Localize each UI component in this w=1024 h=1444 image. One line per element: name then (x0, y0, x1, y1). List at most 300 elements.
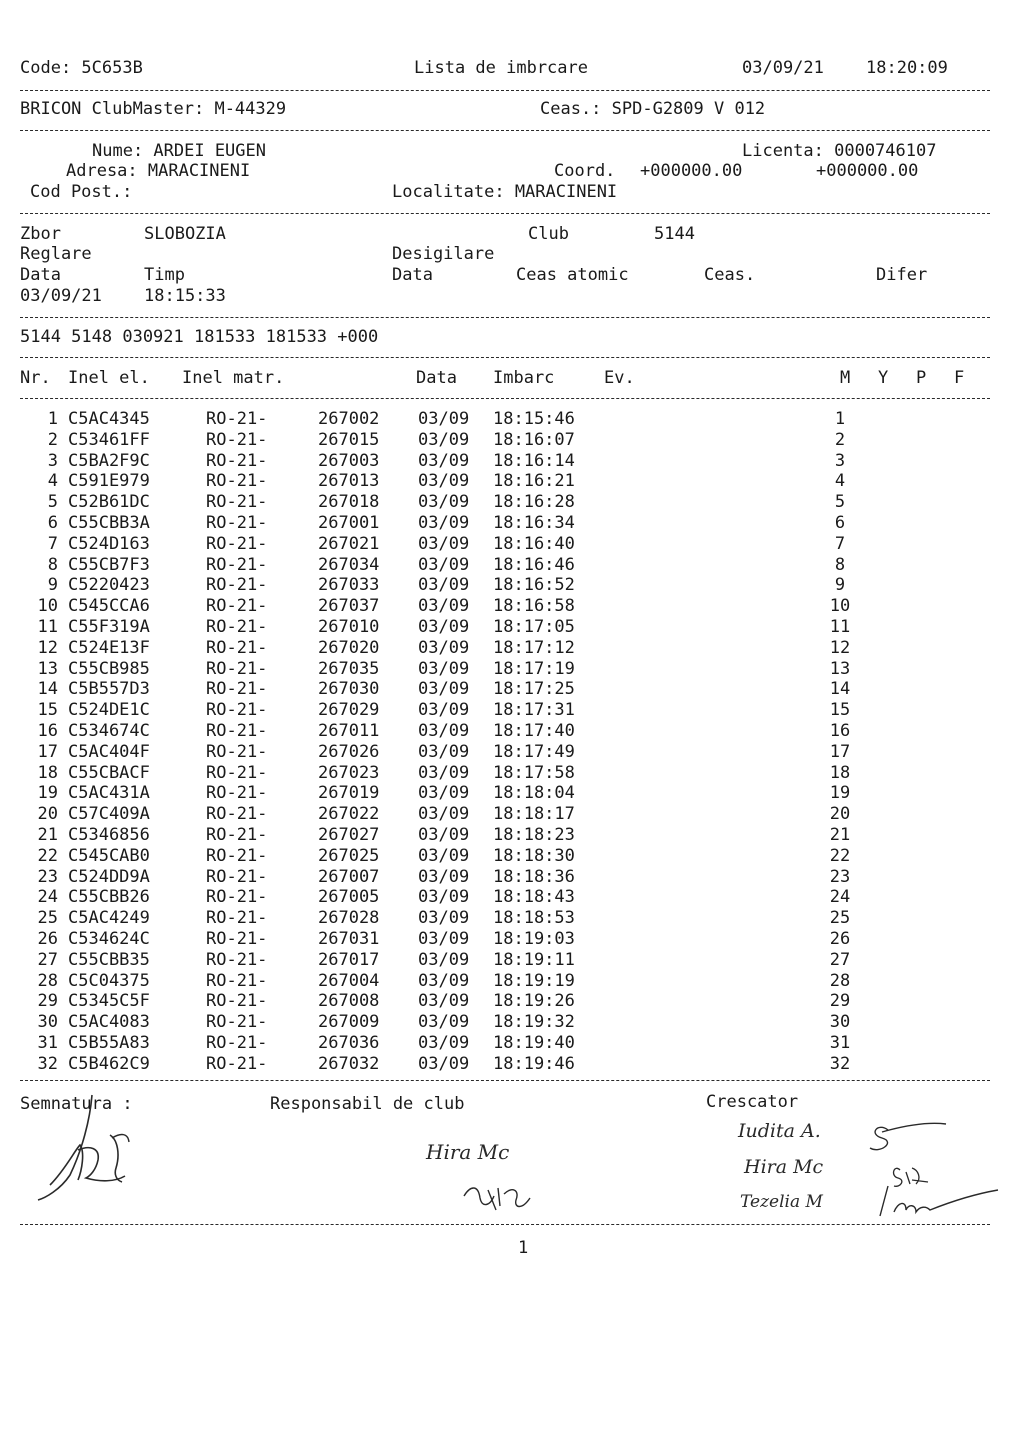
basket-date: 03/09 (418, 866, 470, 887)
clock-info: Ceas.: SPD-G2809 V 012 (540, 99, 766, 119)
mark-m: 3 (834, 450, 846, 471)
mark-m: 17 (829, 741, 851, 762)
basket-time: 18:18:04 (493, 783, 575, 804)
code-label: Code: 5C653B (20, 58, 143, 78)
electronic-ring: C5B55A83 (68, 1032, 150, 1053)
club-value: 5144 (654, 224, 695, 244)
basket-date: 03/09 (418, 991, 470, 1012)
row-number: 15 (37, 700, 58, 721)
row-number: 29 (37, 991, 58, 1012)
ring-number: 267029 (318, 700, 380, 721)
row-number: 8 (47, 554, 58, 575)
ring-prefix: RO-21- (206, 866, 268, 887)
basket-time: 18:19:46 (493, 1053, 575, 1074)
mark-m: 32 (829, 1053, 851, 1074)
ring-number: 267007 (318, 866, 380, 887)
ring-prefix: RO-21- (206, 575, 268, 596)
row-number: 14 (37, 679, 58, 700)
col-header-y: Y (878, 368, 889, 388)
basket-time: 18:16:14 (493, 450, 575, 471)
ring-prefix: RO-21- (206, 471, 268, 492)
table-row (0, 513, 1024, 534)
basket-date: 03/09 (418, 575, 470, 596)
mark-m: 23 (829, 866, 851, 887)
col-header-ev: Ev. (604, 368, 635, 388)
col-header-inel-el: Inel el. (68, 368, 150, 388)
electronic-ring: C5AC431A (68, 783, 150, 804)
electronic-ring: C5345C5F (68, 991, 150, 1012)
basketing-table (0, 409, 1024, 1075)
table-row (0, 742, 1024, 763)
basket-date: 03/09 (418, 741, 470, 762)
license: Licenta: 0000746107 (742, 141, 937, 161)
col-header-inel-matr: Inel matr. (182, 368, 285, 388)
basket-time: 18:16:21 (493, 471, 575, 492)
row-number: 16 (37, 720, 58, 741)
table-row (0, 451, 1024, 472)
electronic-ring: C55F319A (68, 616, 150, 637)
basket-date: 03/09 (418, 700, 470, 721)
table-row (0, 991, 1024, 1012)
reglare-time-value: 18:15:33 (144, 286, 226, 306)
ring-number: 267023 (318, 762, 380, 783)
row-number: 10 (37, 596, 58, 617)
table-row (0, 721, 1024, 742)
club-responsible-label: Responsabil de club (270, 1094, 465, 1114)
electronic-ring: C545CCA6 (68, 596, 150, 617)
sync-line: 5144 5148 030921 181533 181533 +000 (20, 327, 379, 347)
row-number: 23 (37, 866, 58, 887)
ring-prefix: RO-21- (206, 804, 268, 825)
row-number: 6 (47, 512, 58, 533)
ring-number: 267008 (318, 991, 380, 1012)
ring-number: 267034 (318, 554, 380, 575)
mark-m: 8 (834, 554, 846, 575)
basket-date: 03/09 (418, 409, 470, 429)
basket-date: 03/09 (418, 554, 470, 575)
mark-m: 26 (829, 928, 851, 949)
row-number: 13 (37, 658, 58, 679)
basket-time: 18:16:07 (493, 429, 575, 450)
basket-time: 18:18:23 (493, 824, 575, 845)
ring-prefix: RO-21- (206, 554, 268, 575)
electronic-ring: C524D163 (68, 533, 150, 554)
mark-m: 18 (829, 762, 851, 783)
electronic-ring: C534624C (68, 928, 150, 949)
row-number: 11 (37, 616, 58, 637)
ring-prefix: RO-21- (206, 762, 268, 783)
fancier-name: Nume: ARDEI EUGEN (92, 141, 266, 161)
reglare-date-value: 03/09/21 (20, 286, 102, 306)
basket-date: 03/09 (418, 720, 470, 741)
ring-prefix: RO-21- (206, 658, 268, 679)
ring-number: 267030 (318, 679, 380, 700)
basket-date: 03/09 (418, 1053, 470, 1074)
electronic-ring: C5C04375 (68, 970, 150, 991)
mark-m: 31 (829, 1032, 851, 1053)
clock-label: Ceas. (704, 265, 756, 285)
ring-prefix: RO-21- (206, 429, 268, 450)
electronic-ring: C524DE1C (68, 700, 150, 721)
mark-m: 14 (829, 679, 851, 700)
ring-prefix: RO-21- (206, 450, 268, 471)
ring-prefix: RO-21- (206, 928, 268, 949)
basket-time: 18:17:31 (493, 700, 575, 721)
coord-label: Coord. (554, 161, 616, 181)
electronic-ring: C5AC4083 (68, 1012, 150, 1033)
electronic-ring: C5B462C9 (68, 1053, 150, 1074)
table-row (0, 534, 1024, 555)
table-row (0, 783, 1024, 804)
row-number: 5 (47, 492, 58, 513)
electronic-ring: C53461FF (68, 429, 150, 450)
ring-number: 267004 (318, 970, 380, 991)
ring-number: 267001 (318, 512, 380, 533)
page-number: 1 (518, 1238, 529, 1258)
basket-date: 03/09 (418, 512, 470, 533)
postal-code: Cod Post.: (30, 182, 133, 202)
basket-date: 03/09 (418, 824, 470, 845)
row-number: 20 (37, 804, 58, 825)
row-number: 22 (37, 845, 58, 866)
basket-date: 03/09 (418, 908, 470, 929)
mark-m: 11 (829, 616, 851, 637)
print-time: 18:20:09 (866, 58, 948, 78)
ring-number: 267021 (318, 533, 380, 554)
basket-date: 03/09 (418, 450, 470, 471)
breeder-label: Crescator (706, 1092, 799, 1112)
basket-date: 03/09 (418, 616, 470, 637)
table-row (0, 908, 1024, 929)
ring-prefix: RO-21- (206, 741, 268, 762)
difference-label: Difer (876, 265, 928, 285)
basket-date: 03/09 (418, 492, 470, 513)
mark-m: 13 (829, 658, 851, 679)
basket-time: 18:19:11 (493, 949, 575, 970)
row-number: 19 (37, 783, 58, 804)
ring-number: 267020 (318, 637, 380, 658)
basket-date: 03/09 (418, 637, 470, 658)
basket-date: 03/09 (418, 1032, 470, 1053)
basket-time: 18:17:40 (493, 720, 575, 741)
ring-number: 267033 (318, 575, 380, 596)
ring-prefix: RO-21- (206, 949, 268, 970)
basket-time: 18:18:43 (493, 887, 575, 908)
table-row (0, 867, 1024, 888)
electronic-ring: C591E979 (68, 471, 150, 492)
club-label: Club (528, 224, 569, 244)
ring-number: 267003 (318, 450, 380, 471)
basket-time: 18:16:58 (493, 596, 575, 617)
ring-prefix: RO-21- (206, 783, 268, 804)
basket-time: 18:18:17 (493, 804, 575, 825)
ring-number: 267032 (318, 1053, 380, 1074)
basket-date: 03/09 (418, 928, 470, 949)
basket-time: 18:15:46 (493, 409, 575, 429)
electronic-ring: C55CB985 (68, 658, 150, 679)
basket-time: 18:18:36 (493, 866, 575, 887)
ring-number: 267009 (318, 1012, 380, 1033)
handwritten-responsible-name: Hira Mc (426, 1140, 510, 1164)
row-number: 4 (47, 471, 58, 492)
ring-number: 267013 (318, 471, 380, 492)
ring-number: 267002 (318, 409, 380, 429)
basket-date: 03/09 (418, 887, 470, 908)
table-row (0, 825, 1024, 846)
basket-time: 18:17:12 (493, 637, 575, 658)
handwritten-breeder-1: Iudita A. (738, 1120, 821, 1142)
separator (20, 130, 990, 131)
print-date: 03/09/21 (742, 58, 824, 78)
mark-m: 20 (829, 804, 851, 825)
table-row (0, 638, 1024, 659)
row-number: 31 (37, 1032, 58, 1053)
electronic-ring: C55CB7F3 (68, 554, 150, 575)
ring-prefix: RO-21- (206, 1053, 268, 1074)
ring-prefix: RO-21- (206, 970, 268, 991)
table-row (0, 409, 1024, 430)
electronic-ring: C55CBB35 (68, 949, 150, 970)
separator (20, 317, 990, 318)
col-header-nr: Nr. (20, 368, 51, 388)
ring-prefix: RO-21- (206, 492, 268, 513)
ring-prefix: RO-21- (206, 637, 268, 658)
table-row (0, 971, 1024, 992)
mark-m: 9 (834, 575, 846, 596)
electronic-ring: C5AC404F (68, 741, 150, 762)
signature-label: Semnatura : (20, 1094, 133, 1114)
locality: Localitate: MARACINENI (392, 182, 618, 202)
signature-scribble-left (30, 1090, 160, 1205)
table-row (0, 846, 1024, 867)
table-row (0, 929, 1024, 950)
mark-m: 29 (829, 991, 851, 1012)
row-number: 12 (37, 637, 58, 658)
basket-time: 18:17:58 (493, 762, 575, 783)
electronic-ring: C55CBACF (68, 762, 150, 783)
basket-date: 03/09 (418, 533, 470, 554)
basket-date: 03/09 (418, 970, 470, 991)
row-number: 9 (47, 575, 58, 596)
basket-date: 03/09 (418, 949, 470, 970)
signature-scribble-center (460, 1176, 540, 1216)
separator (20, 1224, 990, 1225)
fancier-address: Adresa: MARACINENI (66, 161, 251, 181)
col-header-f: F (954, 368, 965, 388)
table-row (0, 471, 1024, 492)
ring-number: 267019 (318, 783, 380, 804)
handwritten-breeder-3: Tezelia M (740, 1192, 823, 1212)
flight-label: Zbor (20, 224, 61, 244)
flight-value: SLOBOZIA (144, 224, 226, 244)
table-row (0, 1033, 1024, 1054)
row-number: 17 (37, 741, 58, 762)
row-number: 2 (47, 429, 58, 450)
electronic-ring: C55CBB26 (68, 887, 150, 908)
basket-time: 18:19:32 (493, 1012, 575, 1033)
table-row (0, 659, 1024, 680)
row-number: 32 (37, 1053, 58, 1074)
basket-time: 18:18:30 (493, 845, 575, 866)
reglare-label: Reglare (20, 244, 92, 264)
table-row (0, 804, 1024, 825)
row-number: 3 (47, 450, 58, 471)
basket-date: 03/09 (418, 658, 470, 679)
electronic-ring: C52B61DC (68, 492, 150, 513)
mark-m: 15 (829, 700, 851, 721)
mark-m: 2 (834, 429, 846, 450)
separator (20, 357, 990, 358)
handwritten-breeder-2: Hira Mc (744, 1156, 824, 1178)
basket-date: 03/09 (418, 596, 470, 617)
table-row (0, 763, 1024, 784)
basket-time: 18:16:40 (493, 533, 575, 554)
basket-time: 18:19:19 (493, 970, 575, 991)
mark-m: 30 (829, 1012, 851, 1033)
table-row (0, 1012, 1024, 1033)
table-row (0, 430, 1024, 451)
basket-date: 03/09 (418, 471, 470, 492)
table-row (0, 1054, 1024, 1075)
reglare-data-label: Data (20, 265, 61, 285)
basket-date: 03/09 (418, 804, 470, 825)
ring-prefix: RO-21- (206, 679, 268, 700)
basket-time: 18:16:46 (493, 554, 575, 575)
mark-m: 19 (829, 783, 851, 804)
ring-prefix: RO-21- (206, 409, 268, 429)
document-title: Lista de imbrcare (414, 58, 588, 78)
mark-m: 22 (829, 845, 851, 866)
row-number: 28 (37, 970, 58, 991)
col-header-data: Data (416, 368, 457, 388)
row-number: 7 (47, 533, 58, 554)
ring-prefix: RO-21- (206, 720, 268, 741)
mark-m: 16 (829, 720, 851, 741)
mark-m: 10 (829, 596, 851, 617)
col-header-m: M (840, 368, 851, 388)
row-number: 21 (37, 824, 58, 845)
ring-number: 267028 (318, 908, 380, 929)
row-number: 25 (37, 908, 58, 929)
basket-time: 18:16:52 (493, 575, 575, 596)
mark-m: 28 (829, 970, 851, 991)
ring-prefix: RO-21- (206, 887, 268, 908)
row-number: 27 (37, 949, 58, 970)
ring-number: 267015 (318, 429, 380, 450)
basket-date: 03/09 (418, 679, 470, 700)
electronic-ring: C55CBB3A (68, 512, 150, 533)
ring-number: 267025 (318, 845, 380, 866)
ring-prefix: RO-21- (206, 512, 268, 533)
basket-time: 18:17:05 (493, 616, 575, 637)
separator (20, 213, 990, 214)
ring-number: 267010 (318, 616, 380, 637)
row-number: 24 (37, 887, 58, 908)
mark-m: 24 (829, 887, 851, 908)
table-row (0, 555, 1024, 576)
mark-m: 25 (829, 908, 851, 929)
ring-prefix: RO-21- (206, 616, 268, 637)
mark-m: 1 (834, 409, 846, 429)
mark-m: 12 (829, 637, 851, 658)
ring-number: 267037 (318, 596, 380, 617)
ring-number: 267026 (318, 741, 380, 762)
table-row (0, 617, 1024, 638)
ring-prefix: RO-21- (206, 1032, 268, 1053)
ring-prefix: RO-21- (206, 824, 268, 845)
mark-m: 27 (829, 949, 851, 970)
row-number: 26 (37, 928, 58, 949)
row-number: 18 (37, 762, 58, 783)
ring-number: 267018 (318, 492, 380, 513)
basket-time: 18:19:40 (493, 1032, 575, 1053)
col-header-imbarc: Imbarc (493, 368, 555, 388)
electronic-ring: C5346856 (68, 824, 150, 845)
electronic-ring: C57C409A (68, 804, 150, 825)
signature-scribble-right (860, 1112, 1000, 1222)
table-row (0, 575, 1024, 596)
clubmaster-info: BRICON ClubMaster: M-44329 (20, 99, 287, 119)
ring-prefix: RO-21- (206, 1012, 268, 1033)
electronic-ring: C5AC4249 (68, 908, 150, 929)
atomic-clock-label: Ceas atomic (516, 265, 629, 285)
electronic-ring: C5220423 (68, 575, 150, 596)
ring-number: 267027 (318, 824, 380, 845)
col-header-p: P (916, 368, 927, 388)
electronic-ring: C5AC4345 (68, 409, 150, 429)
basket-time: 18:16:34 (493, 512, 575, 533)
basket-date: 03/09 (418, 1012, 470, 1033)
row-number: 30 (37, 1012, 58, 1033)
desigilare-label: Desigilare (392, 244, 495, 264)
table-row (0, 492, 1024, 513)
table-row (0, 596, 1024, 617)
table-row (0, 950, 1024, 971)
basket-time: 18:16:28 (493, 492, 575, 513)
ring-number: 267031 (318, 928, 380, 949)
electronic-ring: C545CAB0 (68, 845, 150, 866)
electronic-ring: C524DD9A (68, 866, 150, 887)
basket-time: 18:18:53 (493, 908, 575, 929)
basket-date: 03/09 (418, 845, 470, 866)
table-row (0, 679, 1024, 700)
separator (20, 398, 990, 399)
basket-date: 03/09 (418, 429, 470, 450)
ring-number: 267035 (318, 658, 380, 679)
ring-number: 267017 (318, 949, 380, 970)
basket-time: 18:17:49 (493, 741, 575, 762)
mark-m: 5 (834, 492, 846, 513)
basket-time: 18:19:03 (493, 928, 575, 949)
desigilare-data-label: Data (392, 265, 433, 285)
separator (20, 90, 990, 91)
ring-number: 267022 (318, 804, 380, 825)
mark-m: 7 (834, 533, 846, 554)
separator (20, 1080, 990, 1081)
mark-m: 4 (834, 471, 846, 492)
ring-number: 267011 (318, 720, 380, 741)
ring-prefix: RO-21- (206, 533, 268, 554)
electronic-ring: C5BA2F9C (68, 450, 150, 471)
basket-time: 18:19:26 (493, 991, 575, 1012)
row-number: 1 (47, 409, 58, 429)
table-row (0, 700, 1024, 721)
mark-m: 21 (829, 824, 851, 845)
ring-prefix: RO-21- (206, 991, 268, 1012)
ring-number: 267036 (318, 1032, 380, 1053)
ring-number: 267005 (318, 887, 380, 908)
basket-date: 03/09 (418, 762, 470, 783)
